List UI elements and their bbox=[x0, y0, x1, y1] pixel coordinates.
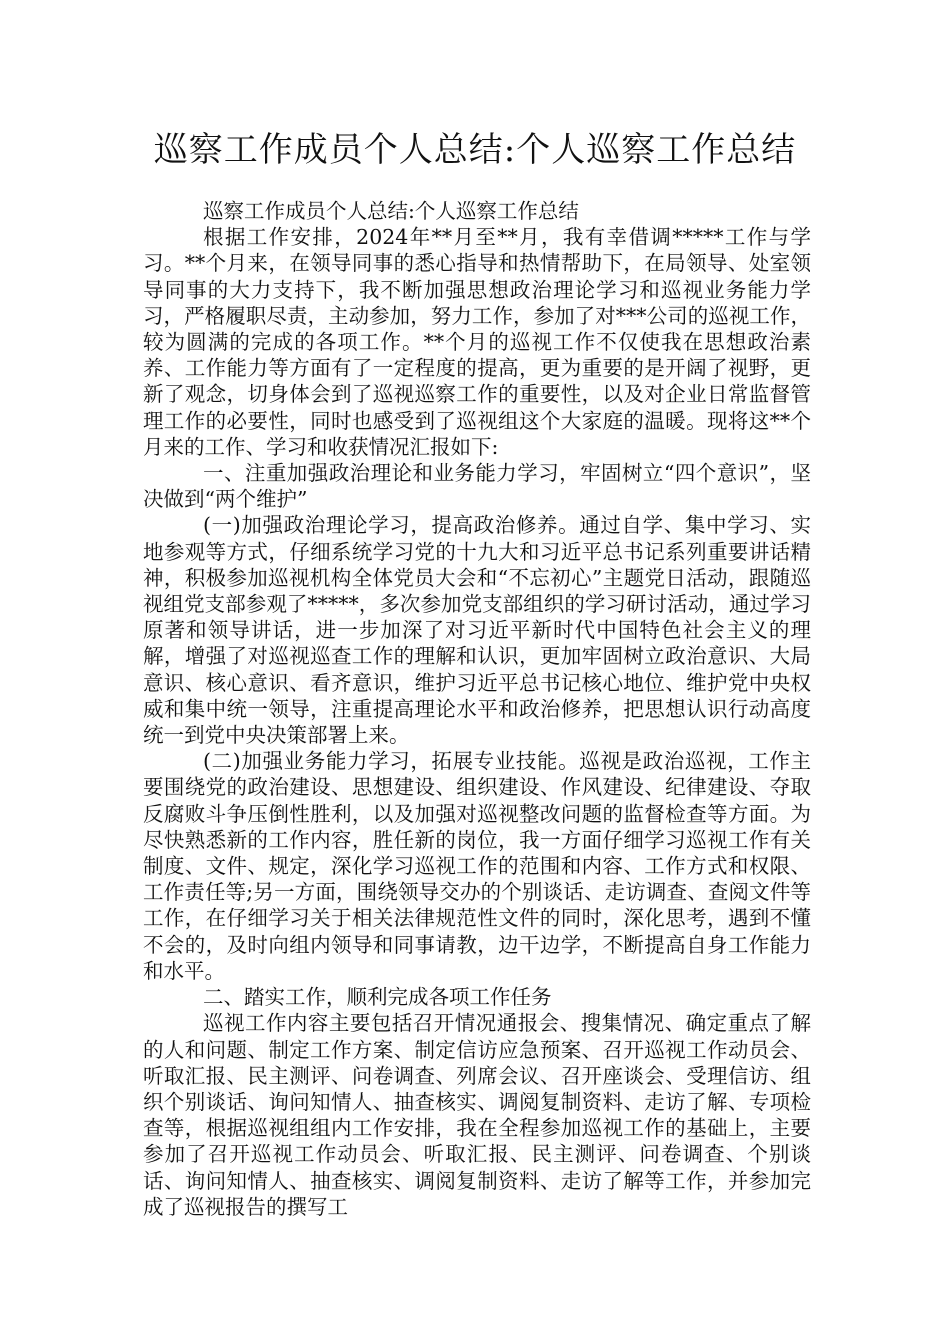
paragraph-intro: 根据工作安排，2024年**月至**月，我有幸借调*****工作与学习。**个月来，在领导同事的悉心指导和热情帮助下，在局领导、处室领导同事的大力支持下，我不断加强思想政治理论学习和巡视业务能力学习，严格履职尽责，主动参加，努力工作，参加了对***公司的巡视工作，较为圆满的完成的各项工作。**个月的巡视工作不仅使我在思想政治素养、工作能力等方面有了一定程度的提高，更为重要的是开阔了视野，更新了观念，切身体会到了巡视巡察工作的重要性，以及对企业日常监督管理工作的必要性，同时也感受到了巡视组这个大家庭的温暖。现将这**个月来的工作、学习和收获情况汇报如下: bbox=[143, 225, 811, 459]
document-title: 巡察工作成员个人总结:个人巡察工作总结 bbox=[153, 130, 797, 170]
paragraph-subtitle: 巡察工作成员个人总结:个人巡察工作总结 bbox=[203, 199, 579, 223]
section-heading-2: 二、踏实工作，顺利完成各项工作任务 bbox=[203, 985, 552, 1010]
paragraph-business-study: (二)加强业务能力学习，拓展专业技能。巡视是政治巡视，工作主要围绕党的政治建设、思想建设、组织建设、作风建设、纪律建设、夺取反腐败斗争压倒性胜利，以及加强对巡视整改问题的监督检查等方面。为尽快熟悉新的工作内容，胜任新的岗位，我一方面仔细学习巡视工作有关制度、文件、规定，深化学习巡视工作的范围和内容、工作方式和权限、工作责任等;另一方面，围绕领导交办的个别谈话、走访调查、查阅文件等工作，在仔细学习关于相关法律规范性文件的同时，深化思考，遇到不懂不会的，及时向组内领导和同事请教，边干边学，不断提高自身工作能力和水平。 bbox=[143, 749, 811, 983]
section-heading-1: 一、注重加强政治理论和业务能力学习，牢固树立“四个意识”，坚决做到“两个维护” bbox=[143, 461, 811, 512]
document-body bbox=[143, 198, 811, 1220]
paragraph-inspection-work: 巡视工作内容主要包括召开情况通报会、搜集情况、确定重点了解的人和问题、制定工作方案、制定信访应急预案、召开巡视工作动员会、听取汇报、民主测评、问卷调查、列席会议、召开座谈会、受理信访、组织个别谈话、询问知情人、抽查核实、调阅复制资料、走访了解、专项检查等，根据巡视组组内工作安排，我在全程参加巡视工作的基础上，主要参加了召开巡视工作动员会、听取汇报、民主测评、问卷调查、个别谈话、询问知情人、抽查核实、调阅复制资料、走访了解等工作，并参加完成了巡视报告的撰写工 bbox=[143, 1011, 811, 1219]
paragraph-political-study: (一)加强政治理论学习，提高政治修养。通过自学、集中学习、实地参观等方式，仔细系统学习党的十九大和习近平总书记系列重要讲话精神，积极参加巡视机构全体党员大会和“不忘初心”主题党日活动，跟随巡视组党支部参观了*****，多次参加党支部组织的学习研讨活动，通过学习原著和领导讲话，进一步加深了对习近平新时代中国特色社会主义的理解，增强了对巡视巡查工作的理解和认识，更加牢固树立政治意识、大局意识、核心意识、看齐意识，维护习近平总书记核心地位、维护党中央权威和集中统一领导，注重提高理论水平和政治修养，把思想认识行动高度统一到党中央决策部署上来。 bbox=[143, 513, 811, 748]
